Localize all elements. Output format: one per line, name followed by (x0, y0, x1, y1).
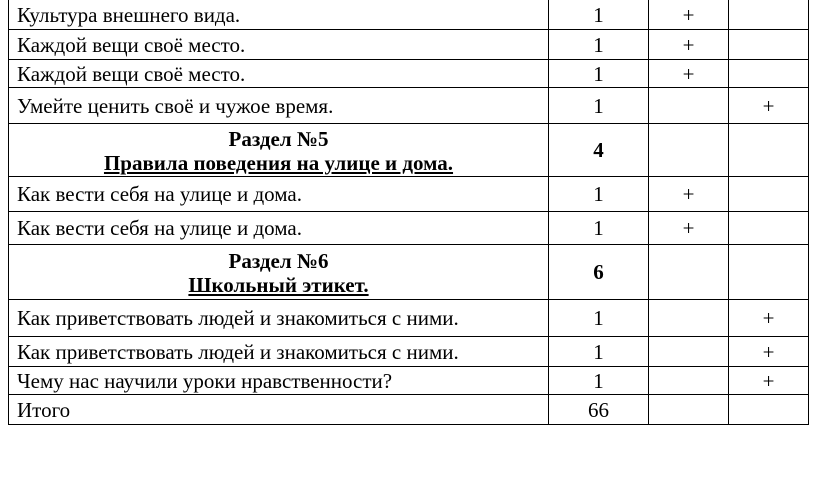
lesson-plan-table (8, 0, 809, 425)
hours-cell: 1 (549, 60, 649, 88)
mark-cell-4 (729, 212, 809, 245)
topic-cell: Культура внешнего вида. (9, 0, 549, 30)
mark-cell-4 (729, 0, 809, 30)
section-title: Раздел №6 (228, 249, 329, 273)
table-row (9, 30, 809, 60)
section-heading-cell (9, 245, 549, 300)
mark-cell-3 (649, 245, 729, 300)
mark-cell-4 (729, 177, 809, 212)
hours-cell: 1 (549, 300, 649, 337)
table-row (9, 212, 809, 245)
hours-cell: 1 (549, 177, 649, 212)
hours-cell: 1 (549, 0, 649, 30)
hours-cell: 1 (549, 88, 649, 124)
topic-cell: Чему нас научили уроки нравственности? (9, 367, 549, 395)
hours-cell: 1 (549, 337, 649, 367)
section-row (9, 124, 809, 177)
table-row (9, 300, 809, 337)
mark-cell-3 (649, 124, 729, 177)
topic-cell: Умейте ценить своё и чужое время. (9, 88, 549, 124)
topic-cell: Каждой вещи своё место. (9, 30, 549, 60)
table-row (9, 337, 809, 367)
mark-cell-4: + (729, 300, 809, 337)
total-row (9, 395, 809, 425)
table-row (9, 0, 809, 30)
section-title: Раздел №5 (228, 127, 329, 151)
mark-cell-3: + (649, 177, 729, 212)
mark-cell-3 (649, 367, 729, 395)
topic-cell: Как вести себя на улице и дома. (9, 177, 549, 212)
mark-cell-3 (649, 337, 729, 367)
table-row (9, 60, 809, 88)
mark-cell-4: + (729, 88, 809, 124)
total-label-cell: Итого (9, 395, 549, 425)
mark-cell-4 (729, 245, 809, 300)
mark-cell-3: + (649, 0, 729, 30)
mark-cell-3 (649, 88, 729, 124)
mark-cell-3: + (649, 30, 729, 60)
hours-cell: 1 (549, 212, 649, 245)
mark-cell-3 (649, 395, 729, 425)
section-heading-cell (9, 124, 549, 177)
mark-cell-4: + (729, 337, 809, 367)
topic-cell: Как вести себя на улице и дома. (9, 212, 549, 245)
mark-cell-4 (729, 30, 809, 60)
mark-cell-4 (729, 60, 809, 88)
mark-cell-4 (729, 395, 809, 425)
topic-cell: Как приветствовать людей и знакомиться с ними. (9, 337, 549, 367)
topic-cell: Как приветствовать людей и знакомиться с ними. (9, 300, 549, 337)
section-row (9, 245, 809, 300)
table-row (9, 367, 809, 395)
hours-cell: 1 (549, 367, 649, 395)
total-hours-cell: 66 (549, 395, 649, 425)
mark-cell-3: + (649, 60, 729, 88)
section-name: Правила поведения на улице и дома. (103, 151, 454, 175)
table-row (9, 88, 809, 124)
section-name: Школьный этикет. (188, 273, 369, 297)
topic-cell: Каждой вещи своё место. (9, 60, 549, 88)
mark-cell-4: + (729, 367, 809, 395)
mark-cell-4 (729, 124, 809, 177)
hours-cell: 1 (549, 30, 649, 60)
mark-cell-3 (649, 300, 729, 337)
table-row (9, 177, 809, 212)
mark-cell-3: + (649, 212, 729, 245)
section-hours-cell: 4 (549, 124, 649, 177)
section-hours-cell: 6 (549, 245, 649, 300)
